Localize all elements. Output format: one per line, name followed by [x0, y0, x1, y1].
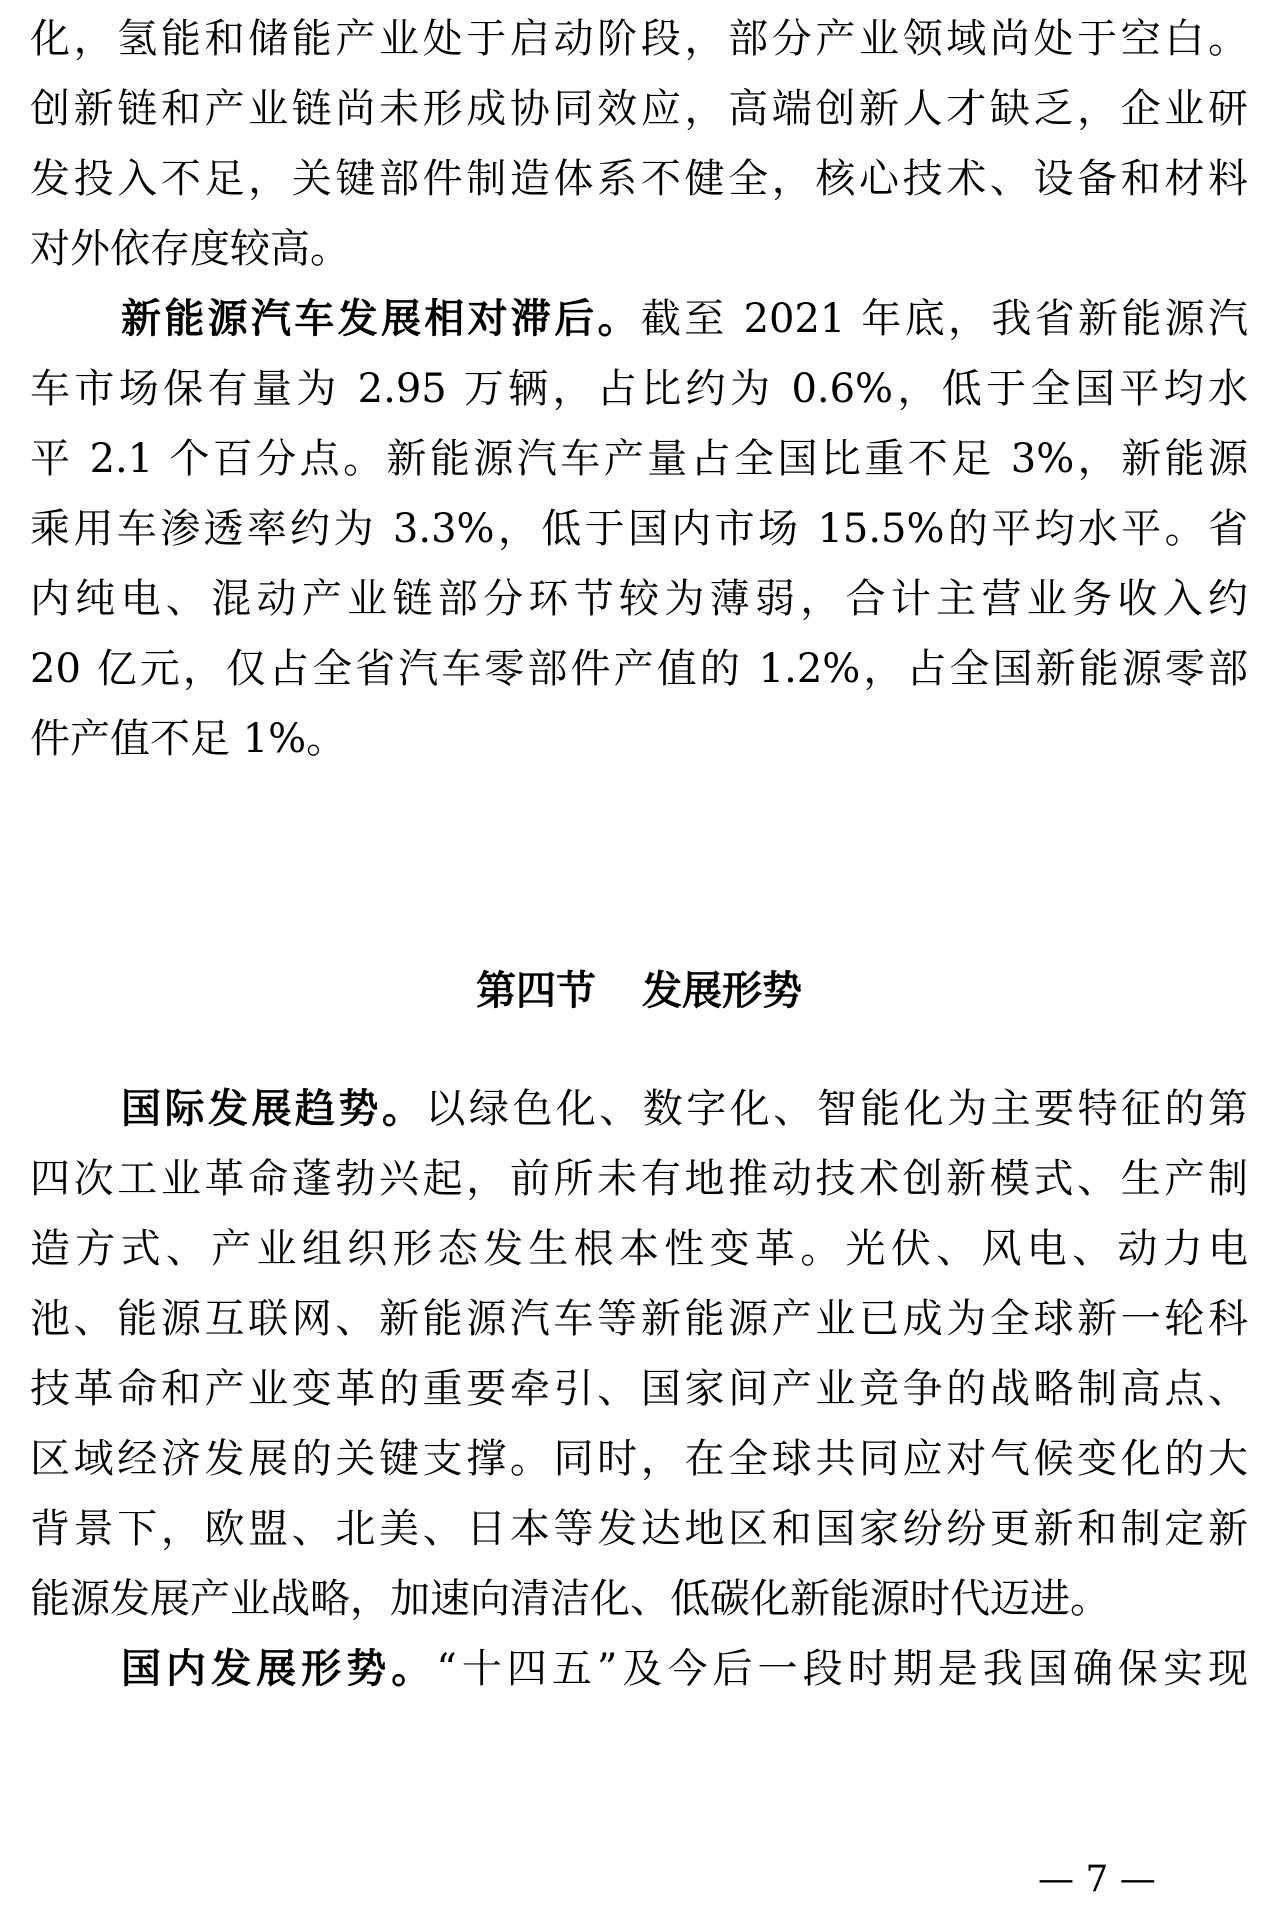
paragraph-line: 20 亿元，仅占全省汽车零部件产值的 1.2%，占全国新能源零部	[30, 646, 1248, 692]
paragraph-line: 内纯电、混动产业链部分环节较为薄弱，合计主营业务收入约	[30, 576, 1248, 622]
paragraph-first-line	[121, 1082, 1248, 1136]
paragraph-lead-bold: 国内发展形势。	[121, 1646, 437, 1692]
paragraph-line: 技革命和产业变革的重要牵引、国家间产业竞争的战略制高点、	[30, 1366, 1248, 1412]
paragraph-line: 池、能源互联网、新能源汽车等新能源产业已成为全球新一轮科	[30, 1296, 1248, 1342]
paragraph-line: 背景下，欧盟、北美、日本等发达地区和国家纷纷更新和制定新	[30, 1506, 1248, 1552]
section-title: 发展形势	[642, 968, 802, 1014]
paragraph-line: 能源发展产业战略，加速向清洁化、低碳化新能源时代迈进。	[30, 1576, 1110, 1622]
paragraph-line: 四次工业革命蓬勃兴起，前所未有地推动技术创新模式、生产制	[30, 1156, 1248, 1202]
paragraph-line: 化，氢能和储能产业处于启动阶段，部分产业领域尚处于空白。	[30, 16, 1248, 62]
paragraph-lead-bold: 新能源汽车发展相对滞后。	[121, 296, 641, 342]
paragraph-first-line	[121, 1642, 1248, 1696]
paragraph-line: 件产值不足 1%。	[30, 716, 347, 762]
paragraph-line: 区域经济发展的关键支撑。同时，在全球共同应对气候变化的大	[30, 1436, 1248, 1482]
paragraph-text: 截至 2021 年底，我省新能源汽	[640, 296, 1248, 342]
page-number: — 7 —	[1038, 1859, 1156, 1900]
paragraph-line: 造方式、产业组织形态发生根本性变革。光伏、风电、动力电	[30, 1226, 1248, 1272]
paragraph-text: 以绿色化、数字化、智能化为主要特征的第	[425, 1086, 1248, 1132]
paragraph-first-line	[121, 292, 1248, 346]
paragraph-line: 对外依存度较高。	[30, 226, 350, 272]
paragraph-line: 乘用车渗透率约为 3.3%，低于国内市场 15.5%的平均水平。省	[30, 506, 1248, 552]
paragraph-line: 发投入不足，关键部件制造体系不健全，核心技术、设备和材料	[30, 156, 1248, 202]
paragraph-lead-bold: 国际发展趋势。	[121, 1086, 426, 1132]
paragraph-line: 车市场保有量为 2.95 万辆，占比约为 0.6%，低于全国平均水	[30, 366, 1248, 412]
section-heading	[0, 964, 1278, 1018]
paragraph-line: 创新链和产业链尚未形成协同效应，高端创新人才缺乏，企业研	[30, 86, 1248, 132]
section-number: 第四节	[476, 968, 596, 1014]
paragraph-text: “十四五”及今后一段时期是我国确保实现	[436, 1646, 1248, 1692]
paragraph-line: 平 2.1 个百分点。新能源汽车产量占全国比重不足 3%，新能源	[30, 436, 1248, 482]
